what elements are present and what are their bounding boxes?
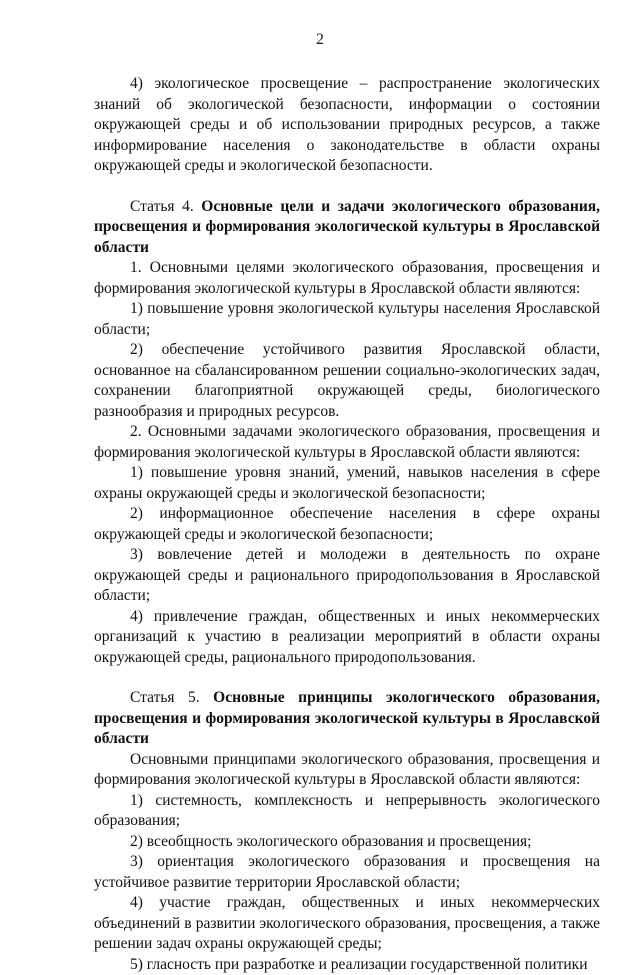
article-4-item-1-2: 2) обеспечение устойчивого развития Ярославской области, основанное на сбалансированном решении социально-экологических задач, сохранении благоприятной окружающей среды, биологического разнообразия и природных ресурсов. — [94, 340, 600, 422]
article-5-intro: Основными принципами экологического образования, просвещения и формирования экологической культуры в Ярославской области являются: — [94, 750, 600, 791]
page-number: 2 — [0, 30, 640, 51]
article-4-paragraph-1: 1. Основными целями экологического образования, просвещения и формирования экологической культуры в Ярославской области являются: — [94, 258, 600, 299]
article-5-prefix: Статья 5. — [130, 689, 200, 706]
article-4-heading — [94, 197, 600, 259]
article-4-item-2-3: 3) вовлечение детей и молодежи в деятельность по охране окружающей среды и рационального природопользования в Ярославской области; — [94, 545, 600, 607]
article-5-item-2: 2) всеобщность экологического образования и просвещения; — [94, 832, 600, 853]
article-4-item-2-2: 2) информационное обеспечение населения в сфере охраны окружающей среды и экологической безопасности; — [94, 504, 600, 545]
paragraph-intro-4: 4) экологическое просвещение – распространение экологических знаний об экологической безопасности, информации о состоянии окружающей среды и об использовании природных ресурсов, а также информирование населения о законодательстве в области охраны окружающей среды и экологической безопасности. — [94, 74, 600, 177]
document-body — [94, 74, 600, 975]
article-4-prefix: Статья 4. — [130, 198, 194, 215]
article-4-item-2-1: 1) повышение уровня знаний, умений, навыков населения в сфере охраны окружающей среды и экологической безопасности; — [94, 463, 600, 504]
article-5-item-1: 1) системность, комплексность и непрерывность экологического образования; — [94, 791, 600, 832]
spacer — [94, 668, 600, 688]
article-5-heading — [94, 688, 600, 750]
article-4-item-1-1: 1) повышение уровня экологической культуры населения Ярославской области; — [94, 299, 600, 340]
article-5-title: Основные принципы экологического образования, просвещения и формирования экологической культуры в Ярославской области — [94, 689, 600, 747]
article-4-paragraph-2: 2. Основными задачами экологического образования, просвещения и формирования экологической культуры в Ярославской области являются: — [94, 422, 600, 463]
article-5-item-5: 5) гласность при разработке и реализации государственной политики — [94, 955, 600, 975]
article-4-title: Основные цели и задачи экологического образования, просвещения и формирования экологической культуры в Ярославской области — [94, 198, 600, 256]
article-5-item-3: 3) ориентация экологического образования и просвещения на устойчивое развитие территории Ярославской области; — [94, 852, 600, 893]
spacer — [94, 177, 600, 197]
article-5-item-4: 4) участие граждан, общественных и иных некоммерческих объединений в развитии экологического образования, просвещения, а также решении задач охраны окружающей среды; — [94, 893, 600, 955]
article-4-item-2-4: 4) привлечение граждан, общественных и иных некоммерческих организаций к участию в реализации мероприятий в области охраны окружающей среды, рационального природопользования. — [94, 607, 600, 669]
